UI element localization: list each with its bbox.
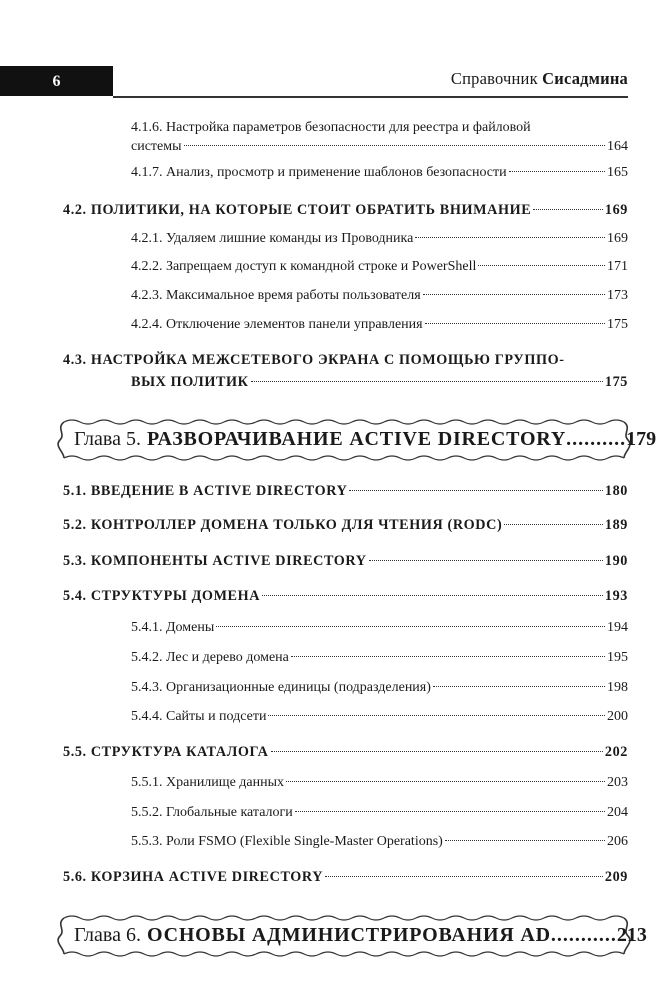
running-title-bold: Сисадмина (542, 69, 628, 88)
toc-entry-label: 4.2.3. Максимальное время работы пользователя (131, 288, 421, 303)
dot-leader (271, 751, 603, 752)
dot-leader (369, 560, 603, 561)
toc-entry-label: 4.2.2. Запрещаем доступ к командной строке и PowerShell (131, 259, 477, 274)
toc-section-5-4[interactable] (63, 588, 628, 605)
toc-entry-5-4-4[interactable] (131, 709, 628, 725)
dot-leader (349, 490, 602, 491)
toc-page-number: 180 (604, 483, 628, 499)
dot-leader (295, 811, 605, 812)
dot-leader (504, 524, 603, 525)
toc-section-5-6[interactable] (63, 869, 628, 886)
toc-entry-4-2-3[interactable] (131, 288, 628, 304)
toc-section-label: 5.4. СТРУКТУРЫ ДОМЕНА (63, 588, 261, 604)
dot-leader (268, 715, 605, 716)
chapter-6-heading (74, 924, 647, 947)
toc-section-5-2[interactable] (63, 517, 628, 534)
chapter-label: Глава 5. (74, 428, 141, 450)
toc-section-5-5[interactable] (63, 744, 628, 761)
chapter-5-banner[interactable] (52, 416, 657, 464)
dot-leader (509, 171, 605, 172)
toc-page-number: 203 (607, 775, 628, 790)
toc-entry-4-1-6-line1: 4.1.6. Настройка параметров безопасности для реестра и файловой (131, 120, 531, 135)
dot-leader (216, 626, 605, 627)
dot-leader (286, 781, 605, 782)
toc-entry-4-2-4[interactable] (131, 317, 628, 333)
dot-leader (445, 840, 605, 841)
toc-entry-label: 5.5.2. Глобальные каталоги (131, 805, 293, 820)
toc-entry-label: системы (131, 139, 182, 154)
toc-entry-4-2-1[interactable] (131, 231, 628, 247)
toc-section-5-1[interactable] (63, 483, 628, 500)
toc-page-number: 173 (607, 288, 628, 303)
chapter-page-number: 213 (616, 924, 647, 946)
toc-entry-5-5-2[interactable] (131, 805, 628, 821)
running-title (451, 69, 628, 89)
toc-section-4-3[interactable] (131, 374, 628, 391)
dot-leader (325, 876, 603, 877)
toc-entry-label: 4.2.1. Удаляем лишние команды из Проводника (131, 231, 414, 246)
toc-entry-4-1-6[interactable] (131, 139, 628, 155)
toc-page-number: 171 (607, 259, 628, 274)
toc-entry-4-1-7[interactable] (131, 165, 628, 181)
toc-page-number: 190 (604, 553, 628, 569)
toc-page-number: 200 (607, 709, 628, 724)
toc-entry-5-4-2[interactable] (131, 650, 628, 666)
toc-entry-label: 5.4.4. Сайты и подсети (131, 709, 267, 724)
toc-entry-label: 5.4.2. Лес и дерево домена (131, 650, 289, 665)
toc-section-5-3[interactable] (63, 553, 628, 570)
toc-page-number: 169 (607, 231, 628, 246)
toc-section-label: 5.1. ВВЕДЕНИЕ В ACTIVE DIRECTORY (63, 483, 348, 499)
toc-entry-label: 5.5.1. Хранилище данных (131, 775, 285, 790)
chapter-dots: .......... (566, 428, 627, 450)
toc-section-label: 4.2. ПОЛИТИКИ, НА КОТОРЫЕ СТОИТ ОБРАТИТЬ ВНИМАНИЕ (63, 202, 532, 218)
chapter-5-heading (74, 428, 657, 451)
toc-entry-label: 4.2.4. Отключение элементов панели управления (131, 317, 423, 332)
toc-section-4-3-line1: 4.3. НАСТРОЙКА МЕЖСЕТЕВОГО ЭКРАНА С ПОМОЩЬЮ ГРУППО- (63, 352, 565, 368)
toc-page-number: 202 (604, 744, 628, 760)
dot-leader (425, 323, 605, 324)
toc-page-number: 194 (607, 620, 628, 635)
toc-page-number: 193 (604, 588, 628, 604)
toc-page-number: 175 (607, 317, 628, 332)
toc-entry-5-5-1[interactable] (131, 775, 628, 791)
toc-page-number: 165 (607, 165, 628, 180)
dot-leader (415, 237, 605, 238)
toc-section-4-2[interactable] (63, 202, 628, 219)
dot-leader (478, 265, 605, 266)
toc-page-number: 206 (607, 834, 628, 849)
chapter-title: ОСНОВЫ АДМИНИСТРИРОВАНИЯ AD (146, 924, 551, 946)
header-rule (113, 96, 628, 98)
toc-entry-label: 5.5.3. Роли FSMO (Flexible Single-Master Operations) (131, 834, 443, 849)
chapter-6-banner[interactable] (52, 912, 647, 960)
toc-section-label: ВЫХ ПОЛИТИК (131, 374, 249, 390)
chapter-dots: ........... (550, 924, 617, 946)
dot-leader (291, 656, 605, 657)
toc-page-number: 204 (607, 805, 628, 820)
dot-leader (533, 209, 603, 210)
chapter-page-number: 179 (626, 428, 657, 450)
toc-section-label: 5.6. КОРЗИНА ACTIVE DIRECTORY (63, 869, 324, 885)
dot-leader (184, 145, 605, 146)
toc-page-number: 198 (607, 680, 628, 695)
toc-entry-5-5-3[interactable] (131, 834, 628, 850)
dot-leader (262, 595, 603, 596)
toc-entry-5-4-3[interactable] (131, 680, 628, 696)
toc-page-number: 164 (607, 139, 628, 154)
toc-entry-label: 5.4.1. Домены (131, 620, 215, 635)
chapter-label: Глава 6. (74, 924, 141, 946)
toc-section-label: 5.3. КОМПОНЕНТЫ ACTIVE DIRECTORY (63, 553, 367, 569)
chapter-title: РАЗВОРАЧИВАНИЕ ACTIVE DIRECTORY (146, 428, 567, 450)
toc-page-number: 195 (607, 650, 628, 665)
dot-leader (251, 381, 603, 382)
toc-entry-5-4-1[interactable] (131, 620, 628, 636)
toc-page-number: 175 (604, 374, 628, 390)
toc-page-number: 169 (604, 202, 628, 218)
toc-entry-4-2-2[interactable] (131, 259, 628, 275)
toc-section-label: 5.2. КОНТРОЛЛЕР ДОМЕНА ТОЛЬКО ДЛЯ ЧТЕНИЯ (RODC) (63, 517, 503, 533)
page-number: 6 (52, 73, 61, 90)
toc-section-label: 5.5. СТРУКТУРА КАТАЛОГА (63, 744, 269, 760)
toc-entry-label: 4.1.7. Анализ, просмотр и применение шаблонов безопасности (131, 165, 507, 180)
toc-page-number: 189 (604, 517, 628, 533)
running-title-prefix: Справочник (450, 69, 538, 88)
dot-leader (433, 686, 605, 687)
dot-leader (423, 294, 605, 295)
toc-entry-label: 5.4.3. Организационные единицы (подразделения) (131, 680, 431, 695)
toc-page-number: 209 (604, 869, 628, 885)
